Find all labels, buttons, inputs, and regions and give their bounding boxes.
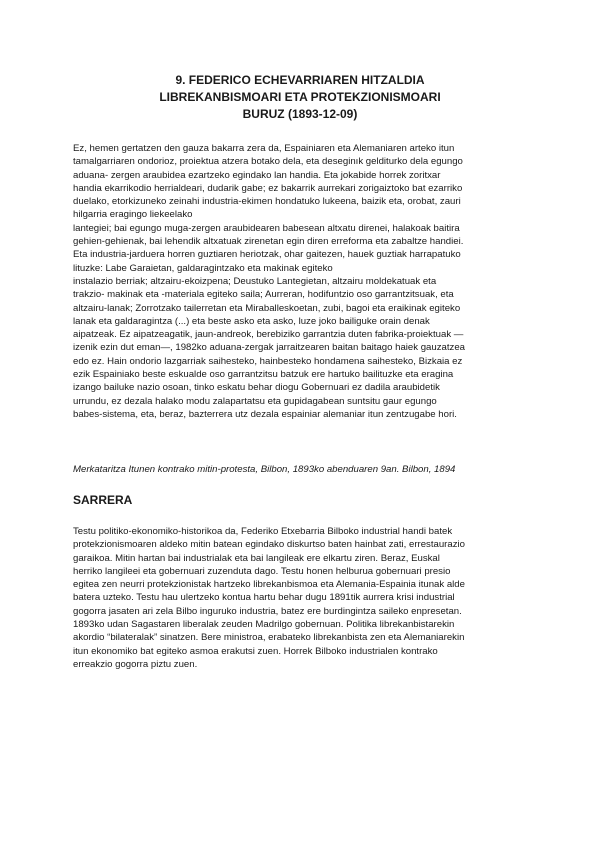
text-line: Testu politiko-ekonomiko-historikoa da, Federiko Etxebarria Bilboko industrial handi batek [73, 526, 453, 537]
title-line: LIBREKANBISMOARI ETA PROTEKZIONISMOARI [159, 90, 441, 104]
text-line: izenik ezin dut eman—, 1982ko aduana-zergak jarraitzearen baitan baitago haiek gauzatzea [73, 342, 465, 354]
document-title [0, 72, 600, 123]
text-line: urrundu, ez dezala halako modu zalapartatsu eta gupidagabean suntsitu gaur egungo [73, 395, 437, 407]
text-line: protekzionismoaren aldeko mitin batean egindako diskurtso baten hainbat zati, errestaurazio [73, 539, 465, 551]
text-line: trakzio- makinak eta -materiala egiteko saila; Aurreran, hodifuntzio oso garrantzitsuak, eta [73, 289, 454, 301]
text-line: itun ekonomiko bat egiteko asmoa erakutsi zuen. Horrek Bilboko industrialen kontrako [73, 645, 438, 657]
text-line: izango bailuke nazio osoan, tinko eskatu behar diogu Gobernuari ez dadila araubidetik [73, 382, 440, 394]
text-line: batera uzteko. Testu hau ulertzeko kontua hartu behar dugu 1891tik aurrera krisi industrial [73, 592, 455, 604]
text-line: egitea zen neurri protekzionistak hartzeko librekanbismoa eta Alemania-Espainia itunak alde [73, 579, 465, 591]
text-line: lantegiei; bai egungo muga-zergen araubidearen babesean altxatu direnei, halakoak baitira [73, 222, 460, 234]
text-line: akordio “bilateralak” sinatzen. Bere ministroa, erabateko librekanbista zen eta Alemaniarekin [73, 632, 465, 644]
source-citation: Merkataritza Itunen kontrako mitin-protesta, Bilbon, 1893ko abenduaren 9an. Bilbon, 1894 [73, 464, 456, 475]
text-line: erreakzio gogorra piztu zuen. [73, 658, 198, 670]
text-line: lanak eta galdaragintza (...) eta beste asko eta asko, luze joko bailiguke orain denak [73, 315, 430, 327]
text-line: handia ekarrikodio herrialdeari, dudarik gabe; ez bakarrik aurrekari zorigaiztoko bat ezarriko [73, 182, 463, 194]
text-line: duelako, etorkizuneko zeinahi industria-ekimen hondatuko lukeena, baizik eta, orobat, zauri [73, 196, 461, 208]
introduction-paragraph [73, 525, 533, 671]
title-line: BURUZ (1893-12-09) [242, 107, 358, 121]
text-line: ezik Espainiako beste eskualde oso garrantzitsu batzuk ere hartuko bailituzke eta eragina [73, 369, 454, 381]
text-line: lituzke: Labe Garaietan, galdaragintzako eta makinak egiteko [73, 262, 333, 274]
title-line: 9. FEDERICO ECHEVARRIAREN HITZALDIA [175, 73, 425, 87]
text-line: garaikoa. Mitin hartan bai industrialak eta bai langileak ere elkartu ziren. Beraz, Euskal [73, 552, 440, 564]
text-line: hilgarria eragingo liekeelako [73, 209, 193, 221]
text-line: gogorra jasaten ari zela Bilbo inguruko industria, batez ere burdingintza saileko enpresetan. [73, 605, 462, 617]
text-line: tamalgarriaren ondorioz, proiektua atzera botako dela, eta deseginık gelditurko dela egungo [73, 156, 463, 168]
text-line: edo ez. Hain ondorio lazgarriak saihesteko, hainbesteko hondamena saihesteko, Bizkaia ez [73, 355, 463, 367]
text-line: herriko langileei eta gobernuari zuzenduta dago. Testu honen helburua gobernuari presio [73, 565, 451, 577]
text-line: aduana- zergen araubidea ezartzeko egindako lan handia. Eta jokabide horrek zoritxar [73, 169, 441, 181]
text-line: 1893ko udan Sagastaren liberalak zeuden Madrilgo gobernuan. Politika librekanbistarekin [73, 619, 455, 631]
text-line: instalazio berriak; altzairu-ekoizpena; Deustuko Lantegietan, altzairu moldekatuak eta [73, 275, 437, 287]
text-line: gehien-gehienak, bai lehendik altxatuak zirenetan egin diren erreforma eta zabaltze handiei. [73, 236, 464, 248]
text-line: altzairu-lanak; Zorrotzako tailerretan eta Miraballeskoetan, zubi, bagoi eta eraikinak egiteko [73, 302, 461, 314]
text-line: babes-sistema, eta, beraz, bazterrera utz dezala espainiar alemaniar itun zentzugabe hori. [73, 408, 457, 420]
section-heading: SARRERA [73, 493, 133, 507]
speech-excerpt [73, 142, 533, 421]
text-line: Eta industria-jarduera horren guztiaren heriotzak, ohar gaitezen, hauek guztiak harrapatuko [73, 249, 461, 261]
text-line: Ez, hemen gertatzen den gauza bakarra zera da, Espainiaren eta Alemaniaren arteko itun [73, 143, 455, 154]
text-line: aipatzeak. Ez aipatzeagatik, jaun-andreok, berebiziko garrantzia duten fabrika-proiektuak — [73, 329, 464, 341]
